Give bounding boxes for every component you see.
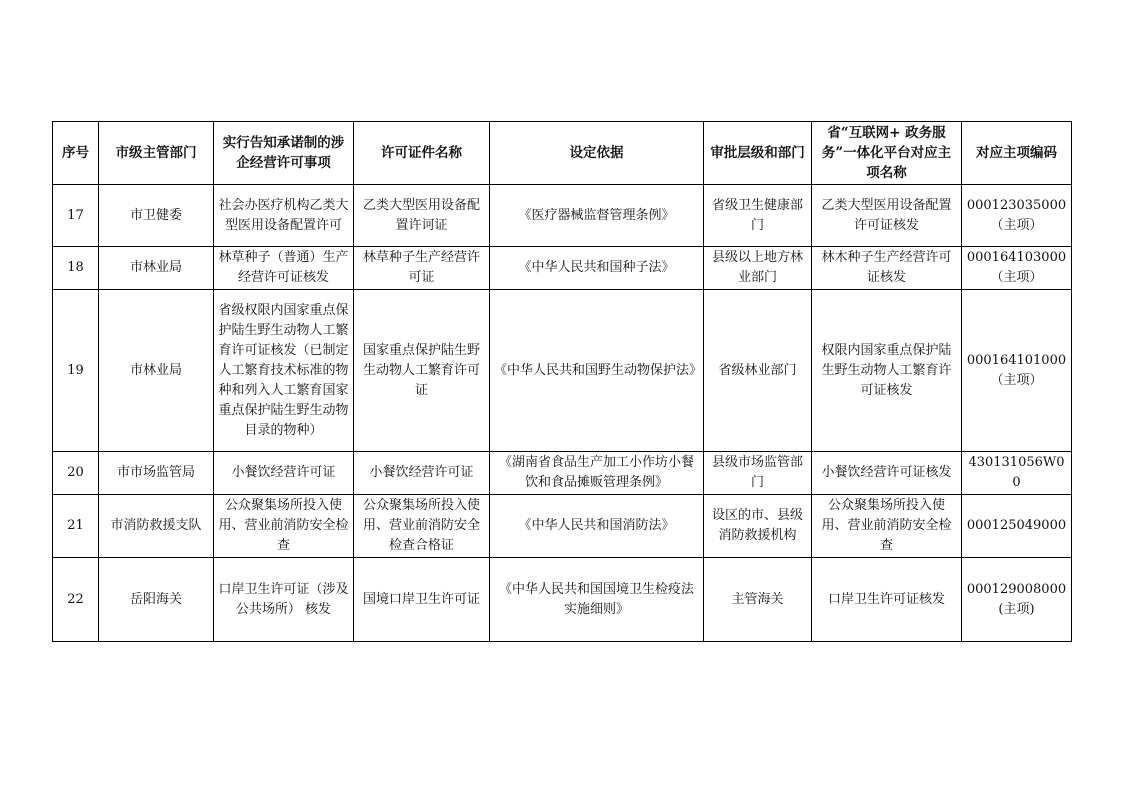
cell-item: 口岸卫生许可证（涉及公共场所） 核发 — [214, 558, 354, 642]
cell-item: 林草种子（普通）生产经营许可证核发 — [214, 247, 354, 290]
cell-code: 430131056W00 — [962, 452, 1072, 495]
cell-cert: 小餐饮经营许可证 — [354, 452, 490, 495]
table-row — [53, 558, 1072, 642]
cell-item: 社会办医疗机构乙类大型医用设备配置许可 — [214, 185, 354, 247]
cell-no: 19 — [53, 290, 99, 452]
header-platform: 省“互联网+ 政务服务”一体化平台对应主项名称 — [812, 122, 962, 185]
cell-item: 小餐饮经营许可证 — [214, 452, 354, 495]
table-header-row — [53, 122, 1072, 185]
header-basis: 设定依据 — [490, 122, 704, 185]
cell-code: 000125049000 — [962, 495, 1072, 558]
table-row — [53, 185, 1072, 247]
cell-level: 县级以上地方林业部门 — [704, 247, 812, 290]
cell-dept: 市林业局 — [99, 247, 214, 290]
cell-cert: 乙类大型医用设备配置许诃证 — [354, 185, 490, 247]
cell-level: 省级林业部门 — [704, 290, 812, 452]
cell-basis: 《湖南省食品生产加工小作坊小餐饮和食品摊贩管理条例》 — [490, 452, 704, 495]
cell-no: 21 — [53, 495, 99, 558]
cell-basis: 《医疗器械监督管理条例》 — [490, 185, 704, 247]
cell-level: 设区的市、县级消防救援机构 — [704, 495, 812, 558]
cell-dept: 岳阳海关 — [99, 558, 214, 642]
cell-dept: 市消防救援支队 — [99, 495, 214, 558]
cell-code: 000164103000（主项） — [962, 247, 1072, 290]
table-row — [53, 290, 1072, 452]
cell-platform: 口岸卫生许可证核发 — [812, 558, 962, 642]
cell-dept: 市市场监管局 — [99, 452, 214, 495]
cell-code: 000129008000(主项) — [962, 558, 1072, 642]
cell-cert: 国境口岸卫生许可证 — [354, 558, 490, 642]
header-cert: 许可证件名称 — [354, 122, 490, 185]
cell-code: 000164101000（主项） — [962, 290, 1072, 452]
cell-level: 县级市场监管部门 — [704, 452, 812, 495]
cell-level: 省级卫生健康部门 — [704, 185, 812, 247]
cell-platform: 权限内国家重点保护陆生野生动物人工繁育许可证核发 — [812, 290, 962, 452]
cell-dept: 市卫健委 — [99, 185, 214, 247]
license-table — [52, 121, 1072, 642]
cell-item: 省级权限内国家重点保护陆生野生动物人工繁育许可证核发（已制定人工繁育技术标准的物种和列入人工繁育国家重点保护陆生野生动物目录的物种） — [214, 290, 354, 452]
cell-platform: 小餐饮经营许可证核发 — [812, 452, 962, 495]
cell-cert: 公众聚集场所投入使用、营业前消防安全检查合格证 — [354, 495, 490, 558]
cell-basis: 《中华人民共和国国境卫生检疫法实施细则》 — [490, 558, 704, 642]
cell-code: 000123035000（主项） — [962, 185, 1072, 247]
table-row — [53, 495, 1072, 558]
cell-dept: 市林业局 — [99, 290, 214, 452]
cell-item: 公众聚集场所投入使用、营业前消防安全检查 — [214, 495, 354, 558]
cell-basis: 《中华人民共和国野生动物保护法》 — [490, 290, 704, 452]
header-dept: 市级主管部门 — [99, 122, 214, 185]
header-no: 序号 — [53, 122, 99, 185]
header-code: 对应主项编码 — [962, 122, 1072, 185]
cell-basis: 《中华人民共和国消防法》 — [490, 495, 704, 558]
cell-no: 22 — [53, 558, 99, 642]
cell-cert: 林草种子生产经营许可证 — [354, 247, 490, 290]
header-item: 实行告知承诺制的涉企经营许可事项 — [214, 122, 354, 185]
header-level: 审批层级和部门 — [704, 122, 812, 185]
cell-platform: 林木种子生产经营许可证核发 — [812, 247, 962, 290]
cell-cert: 国家重点保护陆生野生动物人工繁育许可证 — [354, 290, 490, 452]
cell-platform: 公众聚集场所投入使用、营业前消防安全检查 — [812, 495, 962, 558]
cell-basis: 《中华人民共和国种子法》 — [490, 247, 704, 290]
cell-platform: 乙类大型医用设备配置许可证核发 — [812, 185, 962, 247]
cell-no: 20 — [53, 452, 99, 495]
cell-level: 主管海关 — [704, 558, 812, 642]
table-row — [53, 247, 1072, 290]
table-row — [53, 452, 1072, 495]
cell-no: 17 — [53, 185, 99, 247]
cell-no: 18 — [53, 247, 99, 290]
